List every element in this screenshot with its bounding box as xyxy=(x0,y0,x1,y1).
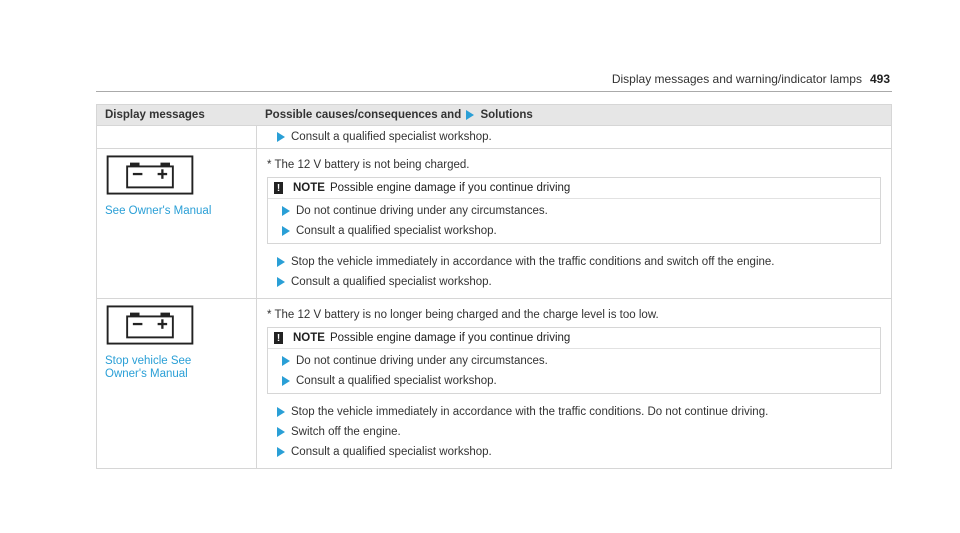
col-display-messages: Display messages xyxy=(105,109,205,121)
note-text: Possible engine damage if you continue driving xyxy=(329,182,571,194)
cause-text: * The 12 V battery is not being charged. xyxy=(267,159,470,171)
arrow-right-icon xyxy=(277,447,285,457)
arrow-right-icon xyxy=(282,356,290,366)
note-label: NOTE xyxy=(293,182,325,194)
arrow-right-icon xyxy=(282,376,290,386)
page-header xyxy=(612,72,890,86)
display-message-text: Stop vehicle See Owner's Manual xyxy=(105,355,192,380)
solutions-label: Solutions xyxy=(480,109,533,121)
messages-table xyxy=(96,104,892,469)
table-row xyxy=(97,298,891,468)
cause-text: * The 12 V battery is no longer being charged and the charge level is too low. xyxy=(267,309,659,321)
note-label: NOTE xyxy=(293,332,325,344)
arrow-right-icon xyxy=(277,257,285,267)
note-step: Consult a qualified specialist workshop. xyxy=(272,221,872,241)
battery-icon xyxy=(105,155,195,195)
step-item: Consult a qualified specialist workshop. xyxy=(267,272,881,292)
note-box xyxy=(267,177,881,244)
arrow-right-icon xyxy=(277,277,285,287)
step-item: Consult a qualified specialist workshop. xyxy=(267,127,881,147)
table-header xyxy=(97,105,891,125)
arrow-right-icon xyxy=(466,110,474,120)
arrow-right-icon xyxy=(277,407,285,417)
step-item: Consult a qualified specialist workshop. xyxy=(267,442,881,462)
note-step: Consult a qualified specialist workshop. xyxy=(272,371,872,391)
display-message-text: See Owner's Manual xyxy=(105,205,212,217)
arrow-right-icon xyxy=(282,226,290,236)
step-item: Stop the vehicle immediately in accordance with the traffic conditions and switch off the engine. xyxy=(267,252,881,272)
arrow-right-icon xyxy=(277,132,285,142)
note-box xyxy=(267,327,881,394)
warning-icon: ! xyxy=(274,332,283,344)
col-causes-solutions: Possible causes/consequences and Solutions xyxy=(265,109,533,121)
warning-icon: ! xyxy=(274,182,283,194)
note-step: Do not continue driving under any circumstances. xyxy=(272,351,872,371)
header-divider xyxy=(96,91,892,92)
page-number: 493 xyxy=(869,72,890,86)
table-row xyxy=(97,148,891,298)
header-title: Display messages and warning/indicator lamps xyxy=(611,72,862,86)
note-text: Possible engine damage if you continue driving xyxy=(329,332,571,344)
step-item: Switch off the engine. xyxy=(267,422,881,442)
note-step: Do not continue driving under any circumstances. xyxy=(272,201,872,221)
battery-icon xyxy=(105,305,195,345)
arrow-right-icon xyxy=(282,206,290,216)
table-row-continued xyxy=(97,125,891,148)
step-item: Stop the vehicle immediately in accordance with the traffic conditions. Do not continue driving. xyxy=(267,402,881,422)
arrow-right-icon xyxy=(277,427,285,437)
